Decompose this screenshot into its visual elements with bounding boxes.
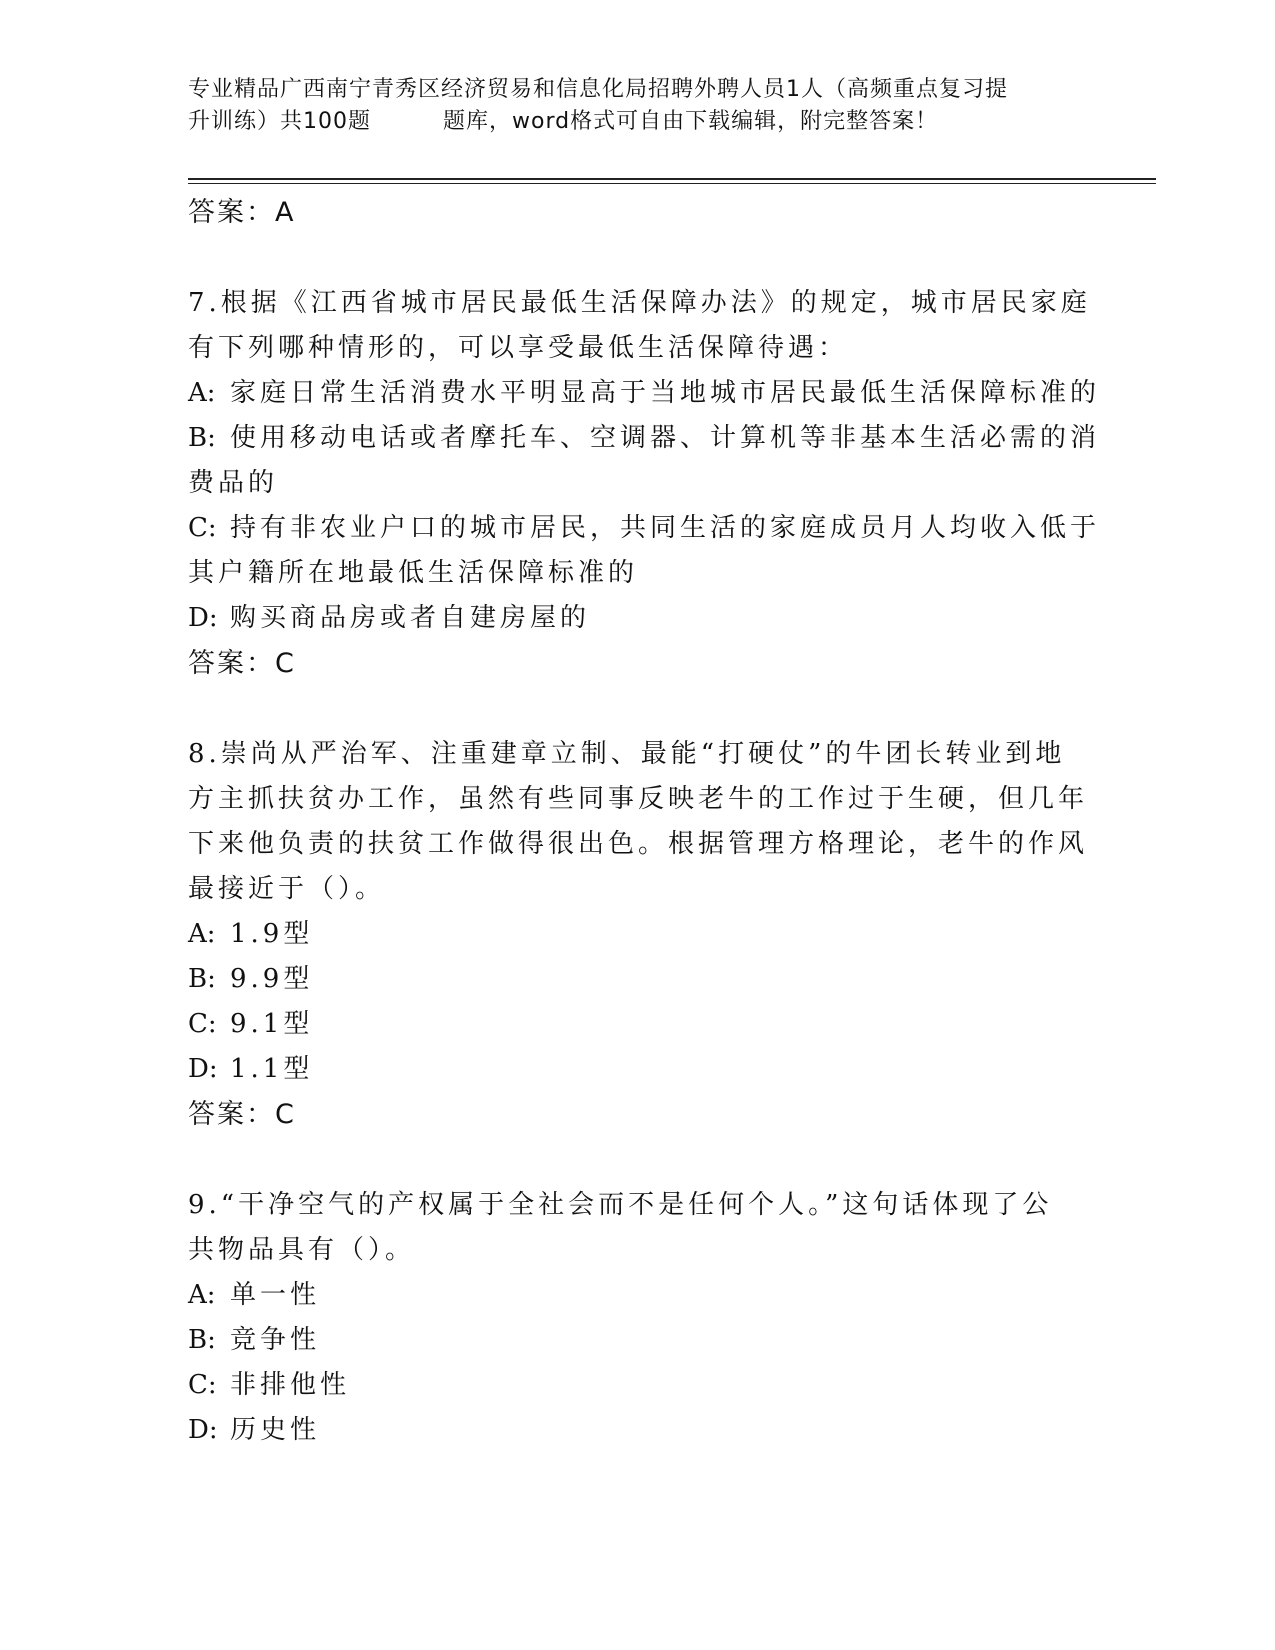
- option-text: 历史性: [230, 1415, 321, 1445]
- option-label: C:: [188, 513, 217, 543]
- question-7-option-b-continued: 费品的: [188, 468, 279, 498]
- header-title-line-2-part-1: 升训练）共100题: [188, 109, 371, 134]
- question-9-option-c: [188, 1363, 1088, 1408]
- header-divider-thin: [188, 183, 1156, 184]
- answer-q7: 答案：C: [188, 648, 296, 679]
- option-label: B:: [188, 423, 216, 453]
- option-text: 9.1型: [230, 1009, 314, 1039]
- question-9-option-b: [188, 1318, 1088, 1363]
- question-7-option-c: [188, 506, 1101, 551]
- question-8-text-line-3: 下来他负责的扶贫工作做得很出色。根据管理方格理论，老牛的作风: [188, 829, 1089, 859]
- option-label: A:: [188, 1280, 216, 1310]
- question-7-option-d: [188, 596, 1088, 641]
- option-text: 9.9型: [230, 964, 314, 994]
- document-body: [188, 190, 1101, 1453]
- document-header: [188, 74, 1088, 138]
- question-9-option-a: [188, 1273, 1088, 1318]
- header-title-line-2: [188, 106, 1088, 138]
- question-8-text-line-2: 方主抓扶贫办工作，虽然有些同事反映老牛的工作过于生硬，但几年: [188, 784, 1089, 814]
- header-title-line-1: 专业精品广西南宁青秀区经济贸易和信息化局招聘外聘人员1人（高频重点复习提: [188, 77, 1008, 102]
- question-7-text-line-1: 7.根据《江西省城市居民最低生活保障办法》的规定，城市居民家庭: [188, 288, 1091, 318]
- option-label: D:: [188, 1415, 218, 1445]
- option-label: C:: [188, 1370, 217, 1400]
- question-8-option-b: [188, 957, 1088, 1002]
- answer-q8: 答案：C: [188, 1099, 296, 1130]
- option-text: 竞争性: [230, 1325, 321, 1355]
- question-9: [188, 1183, 1088, 1453]
- question-7-option-c-continued: 其户籍所在地最低生活保障标准的: [188, 558, 639, 588]
- question-9-text-line-1: 9.“干净空气的产权属于全社会而不是任何个人。”这句话体现了公: [188, 1190, 1053, 1220]
- question-7-option-b: [188, 416, 1101, 461]
- question-7-option-a: [188, 371, 1101, 416]
- question-8-option-a: [188, 912, 1088, 957]
- option-text: 非排他性: [230, 1370, 351, 1400]
- question-9-text-line-2: 共物品具有（）。: [188, 1235, 416, 1265]
- question-8-text-line-1: 8.崇尚从严治军、注重建章立制、最能“打硬仗”的牛团长转业到地: [188, 739, 1066, 769]
- question-7: [188, 281, 1101, 641]
- header-divider: [188, 178, 1156, 180]
- option-label: D:: [188, 1054, 218, 1084]
- option-text: 持有非农业户口的城市居民，共同生活的家庭成员月人均收入低于: [230, 513, 1101, 543]
- option-text: 购买商品房或者自建房屋的: [230, 603, 591, 633]
- question-9-option-d: [188, 1408, 1088, 1453]
- question-8-option-c: [188, 1002, 1088, 1047]
- option-label: B:: [188, 964, 216, 994]
- option-text: 单一性: [230, 1280, 321, 1310]
- option-text: 1.1型: [230, 1054, 314, 1084]
- option-label: C:: [188, 1009, 217, 1039]
- option-label: A:: [188, 378, 216, 408]
- question-8-text-line-4: 最接近于（）。: [188, 874, 386, 904]
- option-text: 1.9型: [230, 919, 314, 949]
- question-7-text-line-2: 有下列哪种情形的，可以享受最低生活保障待遇：: [188, 333, 849, 363]
- question-8: [188, 732, 1088, 1092]
- question-8-option-d: [188, 1047, 1088, 1092]
- option-text: 使用移动电话或者摩托车、空调器、计算机等非基本生活必需的消: [230, 423, 1101, 453]
- option-text: 家庭日常生活消费水平明显高于当地城市居民最低生活保障标准的: [230, 378, 1101, 408]
- header-title-line-2-part-2: 题库，word格式可自由下载编辑，附完整答案！: [443, 109, 939, 134]
- option-label: D:: [188, 603, 218, 633]
- option-label: A:: [188, 919, 216, 949]
- option-label: B:: [188, 1325, 216, 1355]
- answer-q6: 答案：A: [188, 197, 296, 228]
